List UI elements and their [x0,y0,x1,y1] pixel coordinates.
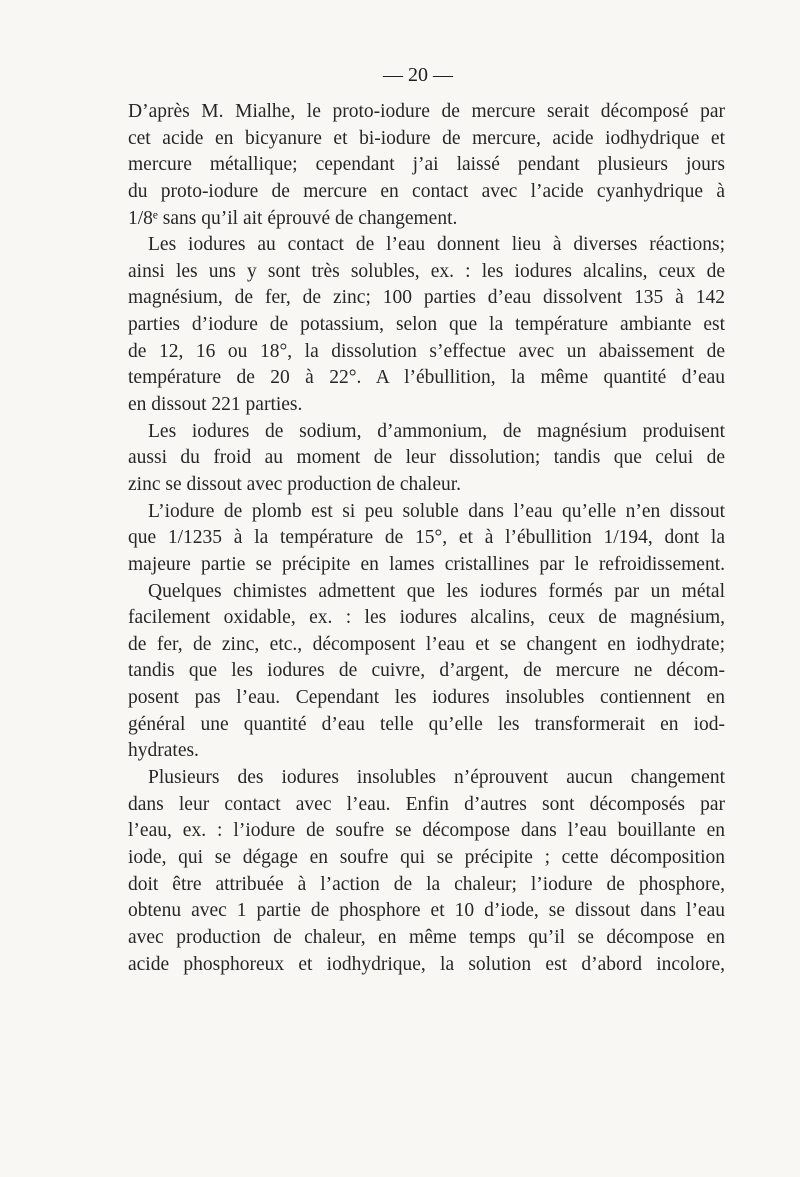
text-line: iode, qui se dégage en soufre qui se précipite ; cette décomposition [128,846,725,868]
text-line: mercure métallique; cependant j’ai laissé pendant plusieurs jours [128,154,725,176]
paragraph [128,419,725,499]
text-line: l’eau, ex. : l’iodure de soufre se décompose dans l’eau bouillante en [128,820,725,842]
text-line: D’après M. Mialhe, le proto-iodure de mercure serait décomposé par [128,101,725,122]
text-line: ainsi les uns y sont très solubles, ex. : les iodures alcalins, ceux de [128,260,725,282]
text-line: L’iodure de plomb est si peu soluble dans l’eau qu’elle n’en dissout [148,500,725,522]
text-line: de fer, de zinc, etc., décomposent l’eau et se changent en iodhydrate; [128,633,725,655]
text-line: dans leur contact avec l’eau. Enfin d’autres sont décomposés par [128,793,725,815]
text-line: en dissout 221 parties. [128,394,303,416]
text-line: majeure partie se précipite en lames cristallines par le refroidissement. [128,553,725,575]
text-line: de 12, 16 ou 18°, la dissolution s’effectue avec un abaissement de [128,340,725,362]
text-line: facilement oxidable, ex. : les iodures alcalins, ceux de magnésium, [128,607,725,629]
text-line: du proto-iodure de mercure en contact avec l’acide cyanhydrique à [128,180,725,202]
text-line: avec production de chaleur, en même temps qu’il se décompose en [128,926,725,948]
text-line: posent pas l’eau. Cependant les iodures insolubles contiennent en [128,687,725,709]
text-line: obtenu avec 1 partie de phosphore et 10 d’iode, se dissout dans l’eau [128,900,725,922]
text-line: Les iodures au contact de l’eau donnent lieu à diverses réactions; [148,234,725,256]
body-text [128,99,725,978]
text-line: tandis que les iodures de cuivre, d’argent, de mercure ne décom- [128,660,725,682]
text-line: parties d’iodure de potassium, selon que la température ambiante est [128,314,725,336]
text-line: Les iodures de sodium, d’ammonium, de magnésium produisent [148,420,725,442]
text-line: doit être attribuée à l’action de la chaleur; l’iodure de phosphore, [128,873,725,895]
text-line: que 1/1235 à la température de 15°, et à l’ébullition 1/194, dont la [128,527,725,549]
paragraph [128,499,725,579]
text-line: acide phosphoreux et iodhydrique, la solution est d’abord incolore, [128,953,725,975]
paragraph [128,579,725,765]
text-line: général une quantité d’eau telle qu’elle les transformerait en iod- [128,713,725,735]
text-line: hydrates. [128,740,199,762]
paragraph [128,765,725,978]
text-line: 1/8ᵉ sans qu’il ait éprouvé de changement. [128,207,458,229]
paragraph [128,232,725,418]
text-line: aussi du froid au moment de leur dissolution; tandis que celui de [128,447,725,469]
page-number-header: — 20 — [383,64,453,86]
paragraph [128,99,725,232]
text-line: Quelques chimistes admettent que les iodures formés par un métal [148,580,725,602]
text-line: cet acide en bicyanure et bi-iodure de mercure, acide iodhydrique et [128,127,725,149]
text-line: température de 20 à 22°. A l’ébullition, la même quantité d’eau [128,367,725,389]
text-line: Plusieurs des iodures insolubles n’éprouvent aucun changement [148,767,725,789]
text-line: zinc se dissout avec production de chaleur. [128,473,462,495]
text-line: magnésium, de fer, de zinc; 100 parties d’eau dissolvent 135 à 142 [128,287,725,309]
